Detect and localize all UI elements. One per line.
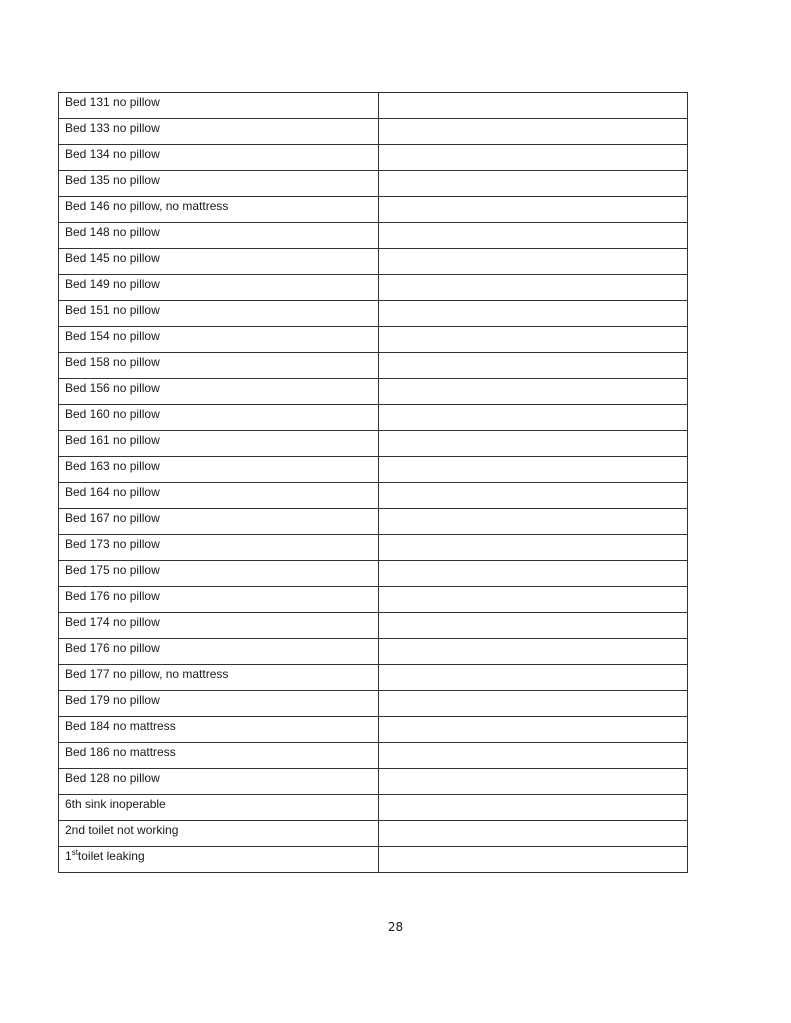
table-row [59, 483, 688, 509]
empty-cell [379, 743, 688, 769]
item-text: Bed 133 no pillow [65, 121, 160, 135]
item-cell [59, 353, 379, 379]
table-row [59, 821, 688, 847]
table-row [59, 717, 688, 743]
item-cell [59, 483, 379, 509]
empty-cell [379, 223, 688, 249]
item-text: Bed 134 no pillow [65, 147, 160, 161]
table-row [59, 431, 688, 457]
item-text: Bed 186 no mattress [65, 745, 176, 759]
item-text: Bed 145 no pillow [65, 251, 160, 265]
item-text: Bed 131 no pillow [65, 95, 160, 109]
table-row [59, 587, 688, 613]
item-cell [59, 795, 379, 821]
table-row [59, 379, 688, 405]
table-row [59, 171, 688, 197]
item-cell [59, 457, 379, 483]
item-text: toilet leaking [77, 849, 145, 863]
table-row [59, 769, 688, 795]
table-row [59, 93, 688, 119]
empty-cell [379, 587, 688, 613]
item-cell [59, 249, 379, 275]
item-cell [59, 431, 379, 457]
item-cell [59, 301, 379, 327]
table-row [59, 847, 688, 873]
empty-cell [379, 327, 688, 353]
item-cell [59, 847, 379, 873]
empty-cell [379, 171, 688, 197]
item-cell [59, 691, 379, 717]
table-row [59, 561, 688, 587]
item-text: Bed 179 no pillow [65, 693, 160, 707]
ordinal-number: 1 [65, 849, 72, 863]
empty-cell [379, 301, 688, 327]
item-text: Bed 146 no pillow, no mattress [65, 199, 229, 213]
table-row [59, 509, 688, 535]
item-cell [59, 379, 379, 405]
item-cell [59, 327, 379, 353]
table-row [59, 535, 688, 561]
table-row [59, 665, 688, 691]
table-row [59, 353, 688, 379]
item-text: Bed 154 no pillow [65, 329, 160, 343]
empty-cell [379, 665, 688, 691]
item-text: Bed 135 no pillow [65, 173, 160, 187]
item-cell [59, 145, 379, 171]
item-cell [59, 665, 379, 691]
table-row [59, 457, 688, 483]
item-text: Bed 176 no pillow [65, 589, 160, 603]
empty-cell [379, 353, 688, 379]
empty-cell [379, 197, 688, 223]
table-row [59, 691, 688, 717]
item-cell [59, 769, 379, 795]
item-text: Bed 161 no pillow [65, 433, 160, 447]
empty-cell [379, 431, 688, 457]
empty-cell [379, 275, 688, 301]
item-cell [59, 717, 379, 743]
item-cell [59, 587, 379, 613]
table-row [59, 223, 688, 249]
item-text: Bed 128 no pillow [65, 771, 160, 785]
empty-cell [379, 93, 688, 119]
ordinal-suffix: st [71, 848, 78, 857]
item-cell [59, 509, 379, 535]
item-text: Bed 175 no pillow [65, 563, 160, 577]
table-row [59, 301, 688, 327]
item-text: Bed 177 no pillow, no mattress [65, 667, 229, 681]
table-row [59, 197, 688, 223]
empty-cell [379, 405, 688, 431]
table-row [59, 249, 688, 275]
table-row [59, 405, 688, 431]
empty-cell [379, 249, 688, 275]
table-row [59, 743, 688, 769]
item-text: Bed 173 no pillow [65, 537, 160, 551]
empty-cell [379, 691, 688, 717]
empty-cell [379, 795, 688, 821]
table-body [59, 93, 688, 873]
item-cell [59, 613, 379, 639]
empty-cell [379, 535, 688, 561]
item-cell [59, 171, 379, 197]
table-row [59, 275, 688, 301]
empty-cell [379, 847, 688, 873]
empty-cell [379, 509, 688, 535]
item-text: Bed 160 no pillow [65, 407, 160, 421]
item-text: Bed 149 no pillow [65, 277, 160, 291]
empty-cell [379, 119, 688, 145]
item-cell [59, 535, 379, 561]
item-cell [59, 93, 379, 119]
item-text: Bed 184 no mattress [65, 719, 176, 733]
item-text: Bed 158 no pillow [65, 355, 160, 369]
item-cell [59, 821, 379, 847]
table-row [59, 639, 688, 665]
empty-cell [379, 717, 688, 743]
page-number: 28 [387, 920, 404, 934]
item-cell [59, 223, 379, 249]
item-text: Bed 163 no pillow [65, 459, 160, 473]
item-text: Bed 174 no pillow [65, 615, 160, 629]
table-row [59, 145, 688, 171]
empty-cell [379, 639, 688, 665]
item-cell [59, 275, 379, 301]
item-text: Bed 167 no pillow [65, 511, 160, 525]
table-row [59, 613, 688, 639]
table-row [59, 327, 688, 353]
item-cell [59, 561, 379, 587]
item-text: Bed 176 no pillow [65, 641, 160, 655]
table-row [59, 795, 688, 821]
empty-cell [379, 379, 688, 405]
empty-cell [379, 145, 688, 171]
item-text: 6th sink inoperable [65, 797, 166, 811]
item-text: Bed 151 no pillow [65, 303, 160, 317]
item-cell [59, 197, 379, 223]
item-cell [59, 405, 379, 431]
empty-cell [379, 613, 688, 639]
deficiency-table [58, 92, 688, 873]
empty-cell [379, 483, 688, 509]
empty-cell [379, 561, 688, 587]
item-text: Bed 148 no pillow [65, 225, 160, 239]
item-text: 2nd toilet not working [65, 823, 179, 837]
empty-cell [379, 821, 688, 847]
table-row [59, 119, 688, 145]
empty-cell [379, 769, 688, 795]
item-cell [59, 119, 379, 145]
item-text: Bed 164 no pillow [65, 485, 160, 499]
item-cell [59, 639, 379, 665]
empty-cell [379, 457, 688, 483]
item-text: Bed 156 no pillow [65, 381, 160, 395]
item-cell [59, 743, 379, 769]
